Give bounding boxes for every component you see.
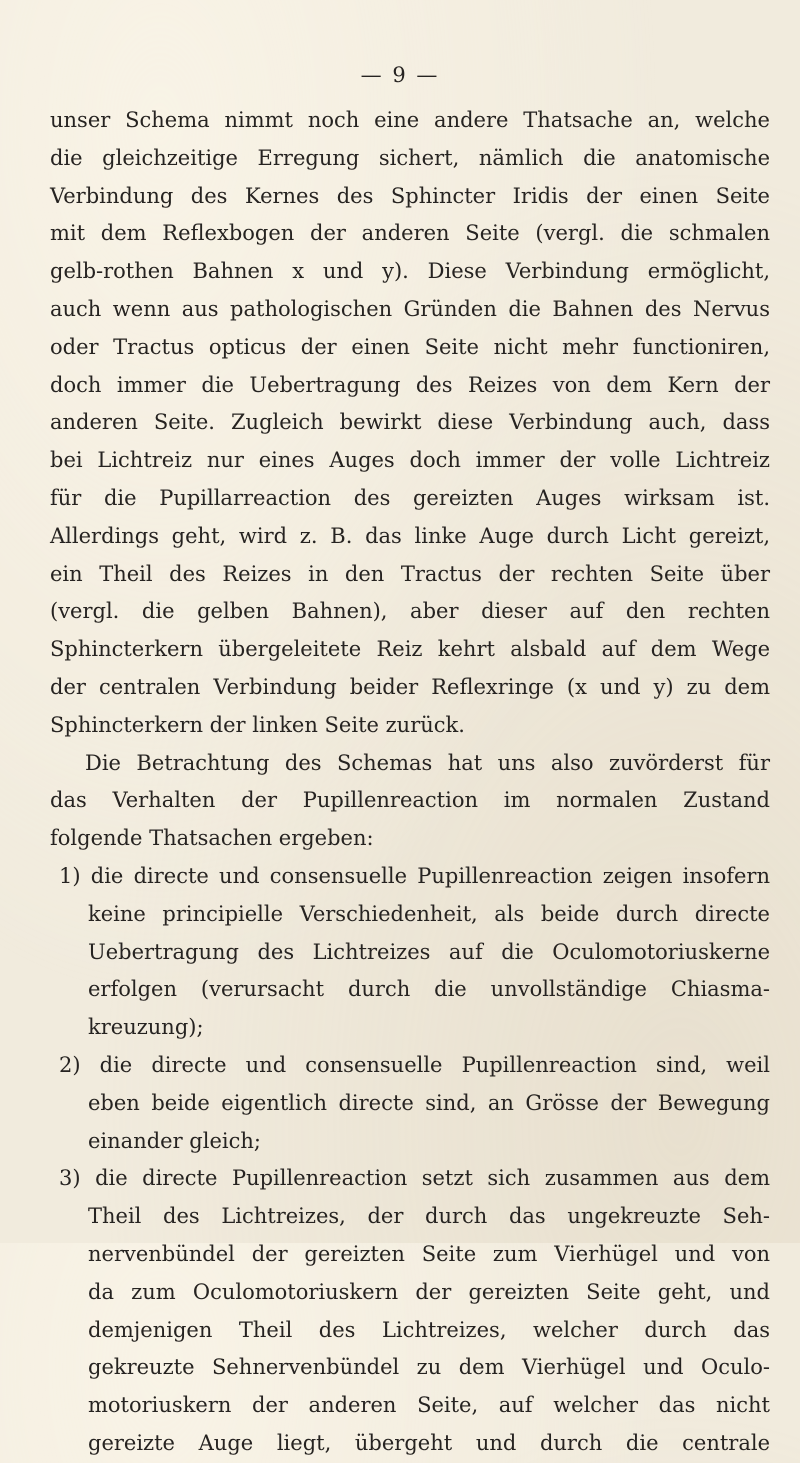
list-item-line: 2) die directe und consensuelle Pupillenreaction sind, weil [59, 1052, 770, 1077]
list-item-line: 1) die directe und consensuelle Pupillenreaction zeigen insofern [59, 863, 770, 888]
list-item-line: nervenbündel der gereizten Seite zum Vierhügel und von [88, 1241, 770, 1266]
text-line: Die Betrachtung des Schemas hat uns also zuvörderst für [85, 750, 770, 775]
list-item-line: gereizte Auge liegt, übergeht und durch die centrale [88, 1430, 770, 1455]
list-item-line: 3) die directe Pupillenreaction setzt sich zusammen aus dem [59, 1166, 770, 1191]
text-line: das Verhalten der Pupillenreaction im normalen Zustand [50, 788, 770, 813]
list-item-line: erfolgen (verursacht durch die unvollständige Chiasma- [88, 977, 770, 1002]
text-line: mit dem Reflexbogen der anderen Seite (vergl. die schmalen [50, 221, 770, 246]
text-line: auch wenn aus pathologischen Gründen die Bahnen des Nervus [50, 296, 770, 321]
list-item-line: gekreuzte Sehnervenbündel zu dem Vierhügel und Oculo- [88, 1355, 770, 1380]
text-line: der centralen Verbindung beider Reflexringe (x und y) zu dem [50, 674, 770, 699]
text-line: unser Schema nimmt noch eine andere Thatsache an, welche [50, 108, 770, 132]
text-line: Sphincterkern übergeleitete Reiz kehrt alsbald auf dem Wege [50, 637, 770, 662]
list-item-line: demjenigen Theil des Lichtreizes, welcher durch das [88, 1317, 770, 1342]
text-line: Verbindung des Kernes des Sphincter Iridis der einen Seite [50, 183, 770, 208]
text-line: ein Theil des Reizes in den Tractus der rechten Seite über [50, 561, 770, 586]
text-line: folgende Thatsachen ergeben: [50, 826, 374, 851]
list-item-line: Uebertragung des Lichtreizes auf die Oculomotoriuskerne [88, 939, 770, 964]
page-number: — 9 — [360, 63, 440, 87]
text-line: Allerdings geht, wird z. B. das linke Auge durch Licht gereizt, [50, 523, 770, 548]
text-line: (vergl. die gelben Bahnen), aber dieser auf den rechten [50, 599, 770, 624]
text-line: die gleichzeitige Erregung sichert, nämlich die anatomische [50, 145, 770, 170]
text-line: für die Pupillarreaction des gereizten Auges wirksam ist. [50, 485, 770, 510]
text-line: doch immer die Uebertragung des Reizes von dem Kern der [50, 372, 770, 397]
list-item-line: eben beide eigentlich directe sind, an Grösse der Bewegung [88, 1090, 770, 1115]
list-item-line: da zum Oculomotoriuskern der gereizten Seite geht, und [88, 1279, 770, 1304]
body-text [50, 102, 770, 1463]
list-item-line: motoriuskern der anderen Seite, auf welcher das nicht [88, 1393, 770, 1418]
list-item-line: keine principielle Verschiedenheit, als beide durch directe [88, 901, 770, 926]
text-line: gelb-rothen Bahnen x und y). Diese Verbindung ermöglicht, [50, 259, 770, 284]
text-line: bei Lichtreiz nur eines Auges doch immer der volle Lichtreiz [50, 448, 770, 473]
text-line: anderen Seite. Zugleich bewirkt diese Verbindung auch, dass [50, 410, 770, 435]
text-line: oder Tractus opticus der einen Seite nicht mehr functioniren, [50, 334, 770, 359]
text-line: Sphincterkern der linken Seite zurück. [50, 712, 465, 737]
list-item-line: kreuzung); [88, 1015, 204, 1040]
list-item-line: Theil des Lichtreizes, der durch das ungekreuzte Seh- [88, 1204, 770, 1229]
list-item-line: einander gleich; [88, 1128, 261, 1153]
